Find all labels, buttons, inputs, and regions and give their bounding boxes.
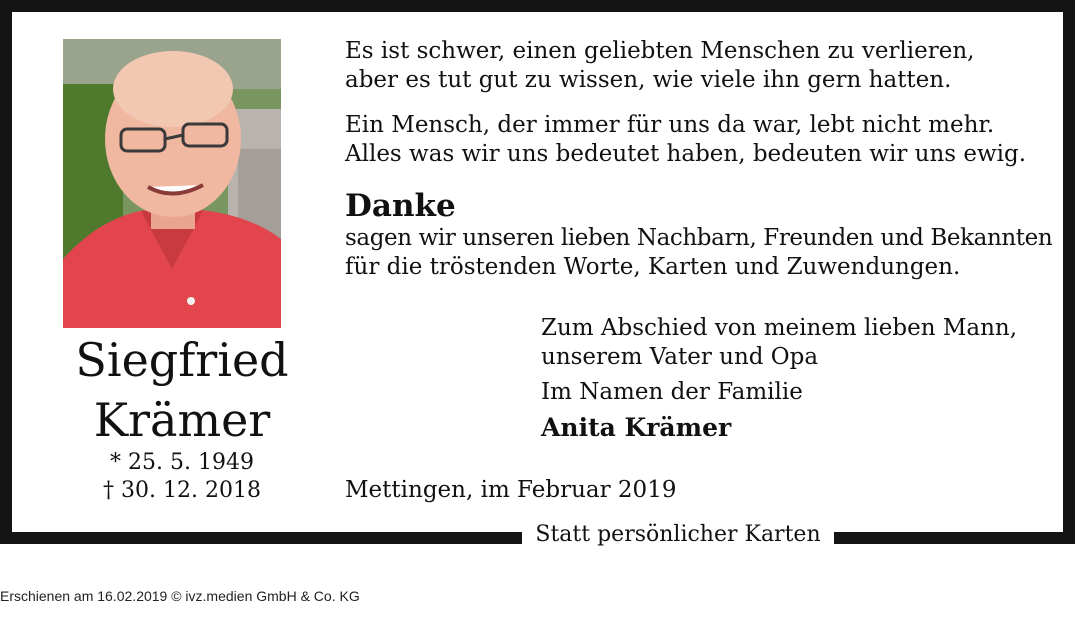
farewell-text — [541, 314, 1017, 372]
thanks-text — [345, 224, 1052, 282]
thanks-heading: Danke — [345, 188, 456, 224]
thanks-line: sagen wir unseren lieben Nachbarn, Freunden und Bekannten — [345, 225, 1053, 251]
obituary-card — [12, 12, 1063, 532]
portrait-photo — [63, 39, 281, 328]
thanks-line: für die tröstenden Worte, Karten und Zuwendungen. — [345, 254, 961, 280]
verse-stanza-2 — [345, 111, 1026, 169]
deceased-last-name: Krämer — [93, 393, 271, 447]
banner-note: Statt persönlicher Karten — [522, 520, 834, 550]
death-date: † 30. 12. 2018 — [103, 478, 261, 503]
verse-line: Ein Mensch, der immer für uns da war, lebt nicht mehr. — [345, 112, 995, 138]
publication-footer: Erschienen am 16.02.2019 © ivz.medien GmbH & Co. KG — [0, 588, 360, 604]
verse-stanza-1 — [345, 37, 974, 95]
verse-line: Es ist schwer, einen geliebten Menschen zu verlieren, — [345, 38, 975, 64]
deceased-first-name: Siegfried — [75, 333, 289, 387]
farewell-line: unserem Vater und Opa — [541, 344, 819, 370]
farewell-line: Zum Abschied von meinem lieben Mann, — [541, 315, 1018, 341]
family-line: Im Namen der Familie — [541, 379, 803, 405]
birth-date: * 25. 5. 1949 — [110, 450, 254, 475]
verse-line: aber es tut gut zu wissen, wie viele ihn gern hatten. — [345, 67, 952, 93]
verse-line: Alles was wir uns bedeutet haben, bedeuten wir uns ewig. — [345, 141, 1027, 167]
place-date: Mettingen, im Februar 2019 — [345, 477, 677, 503]
signer-name: Anita Krämer — [541, 413, 732, 442]
